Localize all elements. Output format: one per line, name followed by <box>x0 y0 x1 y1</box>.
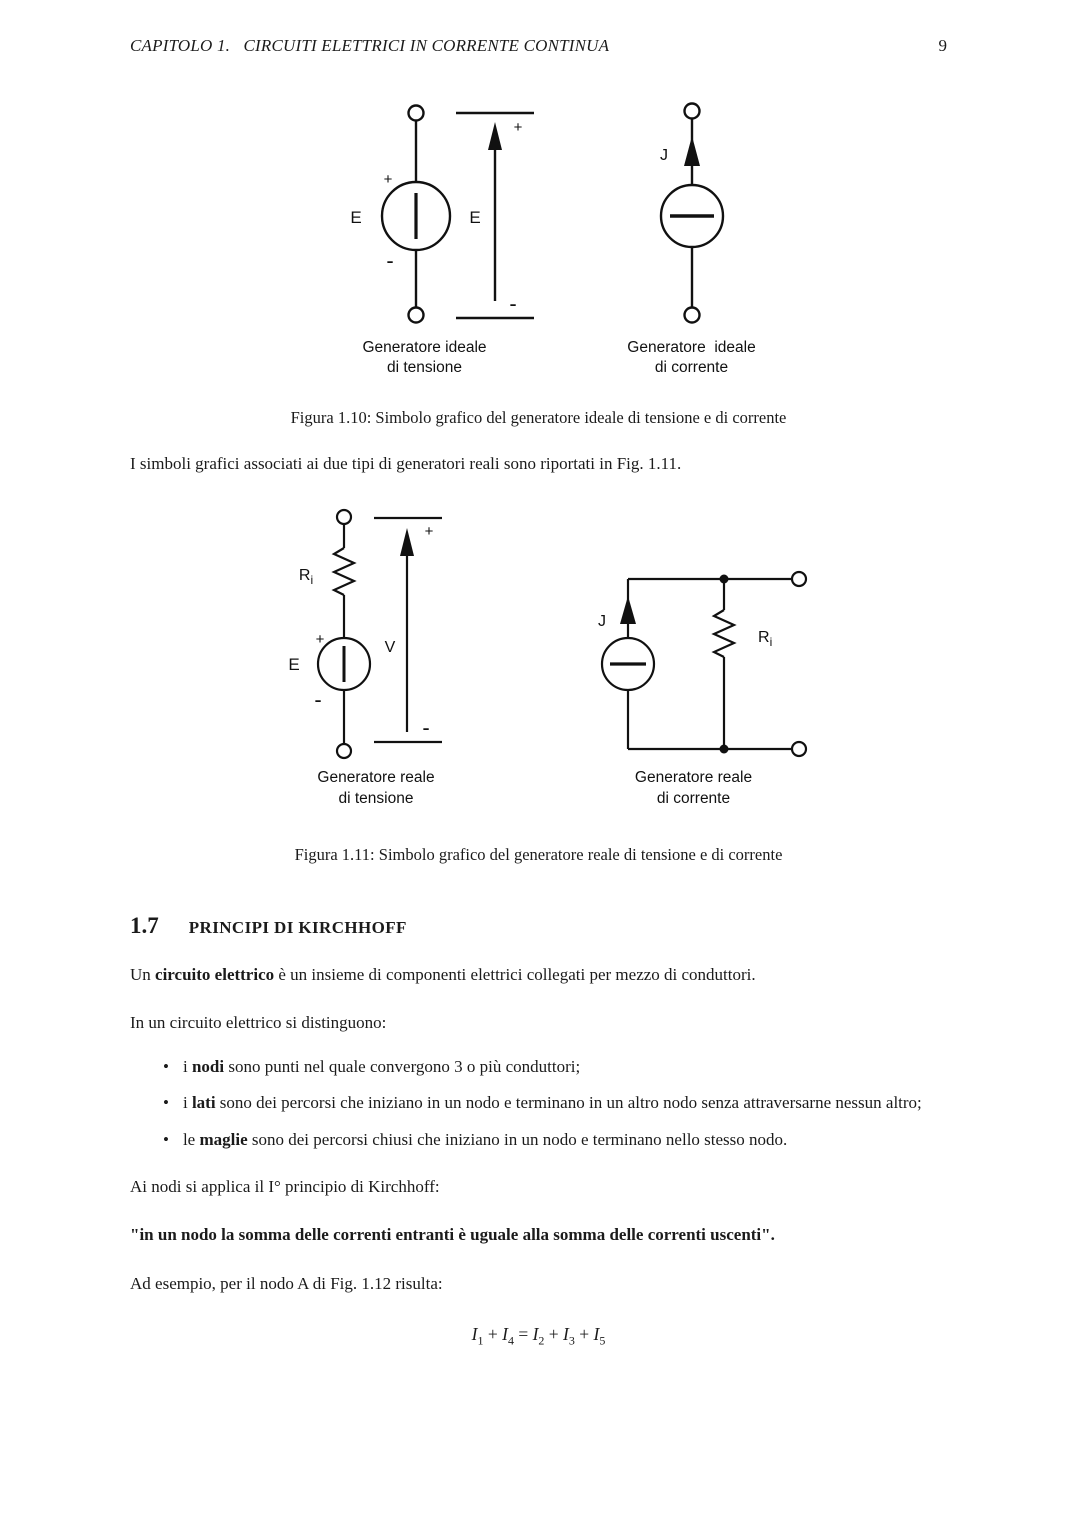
real-current-generator-diagram <box>566 504 821 762</box>
page-header <box>130 36 947 56</box>
bullet-icon: • <box>163 1056 169 1076</box>
current-arrow-icon <box>684 136 700 166</box>
section-heading-1-7 <box>130 913 947 939</box>
paragraph-esempio: Ad esempio, per il nodo A di Fig. 1.12 risulta: <box>130 1273 443 1293</box>
figure-1-11 <box>130 504 947 808</box>
svg-text:-: - <box>314 687 322 713</box>
svg-text:E: E <box>349 208 362 227</box>
svg-text:+: + <box>513 119 522 136</box>
bold-term: lati <box>191 1093 216 1113</box>
current-arrow-icon <box>620 596 636 624</box>
svg-text:+: + <box>315 631 325 649</box>
svg-text:V: V <box>384 639 396 657</box>
caption-line: Generatore ideale <box>627 339 756 356</box>
caption-line: Generatore ideale <box>362 339 487 356</box>
bullet-icon: • <box>163 1093 169 1113</box>
svg-text:-: - <box>422 715 430 741</box>
resistor-zigzag <box>334 548 354 595</box>
terminal-bottom <box>792 742 806 756</box>
eq-var: I <box>593 1323 600 1344</box>
diagram-caption-real-voltage <box>317 768 434 808</box>
paragraph-circuit-definition <box>130 963 947 987</box>
svg-text:+: + <box>383 171 392 188</box>
page-number: 9 <box>938 36 947 55</box>
eq-var: I <box>502 1323 508 1344</box>
resistor-zigzag <box>714 610 734 657</box>
voltage-arrow-icon <box>488 122 502 150</box>
list-item-maglie <box>163 1128 947 1151</box>
figure-1-10-caption: Figura 1.10: Simbolo grafico del generatore ideale di tensione e di corrente <box>290 408 787 428</box>
diagram-caption-ideal-current <box>627 338 755 378</box>
caption-line: di corrente <box>654 359 729 377</box>
node-dot-bottom <box>720 745 729 754</box>
ideal-current-generator-diagram <box>610 96 774 332</box>
kirchhoff-principle-statement: "in un nodo la somma delle correnti entranti è uguale alla somma delle correnti uscenti". <box>130 1225 775 1245</box>
svg-text:J: J <box>598 613 606 631</box>
real-voltage-generator-figure <box>256 504 496 808</box>
terminal-bottom <box>337 744 351 758</box>
terminal-top <box>408 106 423 121</box>
ideal-current-generator-figure <box>610 96 774 378</box>
eq-var: I <box>563 1323 569 1344</box>
terminal-bottom <box>684 308 699 323</box>
list-item-text: le maglie sono dei percorsi chiusi che iniziano in un nodo e terminano nello stesso nodo. <box>182 1129 788 1149</box>
node-dot-top <box>720 575 729 584</box>
bold-term: nodi <box>191 1056 225 1076</box>
terminal-top <box>792 572 806 586</box>
svg-text:Ri: $R_i$ <box>758 629 773 650</box>
bold-term: circuito elettrico <box>155 964 275 984</box>
terminal-top <box>337 510 351 524</box>
ideal-voltage-generator-diagram <box>304 96 546 332</box>
text-segment: è un insieme di componenti elettrici collegati per mezzo di conduttori. <box>274 964 756 984</box>
voltage-source-symbol <box>382 106 534 323</box>
svg-text:J: J <box>659 147 668 164</box>
caption-line: di corrente <box>656 789 731 807</box>
eq-op: + <box>544 1323 564 1344</box>
voltage-arrow-icon <box>400 528 414 556</box>
svg-text:Ri: $R_i$ <box>298 567 314 588</box>
real-current-source-symbol <box>602 572 806 756</box>
diagram-caption-real-current <box>635 768 752 808</box>
section-number: 1.7 <box>130 912 159 938</box>
figure-1-11-caption: Figura 1.11: Simbolo grafico del generatore reale di tensione e di corrente <box>294 844 783 864</box>
caption-line: di tensione <box>387 359 462 377</box>
circuit-elements-list <box>163 1055 947 1151</box>
list-item-text: i lati sono dei percorsi che iniziano in un nodo e terminano in un altro nodo senza attraversarne nessun altro; <box>182 1093 922 1113</box>
terminal-bottom <box>408 308 423 323</box>
ideal-voltage-generator-figure <box>304 96 546 378</box>
real-voltage-generator-diagram <box>256 504 496 762</box>
list-item-text: i nodi sono punti nel quale convergono 3 o più conduttori; <box>182 1056 581 1076</box>
caption-line: Generatore reale <box>317 769 435 787</box>
paragraph-distinguono: In un circuito elettrico si distinguono: <box>130 1012 387 1032</box>
eq-op: = <box>513 1323 533 1344</box>
eq-op: + <box>483 1323 503 1344</box>
caption-line: Generatore reale <box>634 769 753 787</box>
real-current-generator-figure <box>566 504 821 808</box>
chapter-running-title: CAPITOLO 1. CIRCUITI ELETTRICI IN CORRENTE CONTINUA <box>130 36 610 55</box>
paragraph-intro-fig11: I simboli grafici associati ai due tipi di generatori reali sono riportati in Fig. 1.11. <box>130 454 682 474</box>
svg-text:+: + <box>424 523 434 541</box>
bullet-icon: • <box>163 1129 169 1149</box>
section-title: PRINCIPI DI KIRCHHOFF <box>188 917 407 937</box>
figure-1-10 <box>130 96 947 378</box>
paragraph-kirchhoff-intro: Ai nodi si applica il I° principio di Kirchhoff: <box>130 1177 440 1197</box>
list-item-lati <box>163 1091 947 1114</box>
svg-text:E: E <box>468 208 481 227</box>
kirchhoff-equation: $I_1 + I_4 = I_2 + I_3 + I_5$ <box>471 1323 606 1348</box>
list-item-nodi <box>163 1055 947 1078</box>
caption-line: di tensione <box>338 789 414 807</box>
eq-var: I <box>471 1323 478 1344</box>
diagram-caption-ideal-voltage <box>362 338 486 378</box>
text-segment: Un <box>130 964 156 984</box>
bold-term: maglie <box>199 1129 248 1149</box>
svg-text:-: - <box>508 291 517 316</box>
terminal-top <box>684 104 699 119</box>
svg-text:-: - <box>385 248 394 273</box>
eq-var: I <box>532 1323 539 1344</box>
eq-op: + <box>574 1323 594 1344</box>
svg-text:E: E <box>288 655 300 675</box>
